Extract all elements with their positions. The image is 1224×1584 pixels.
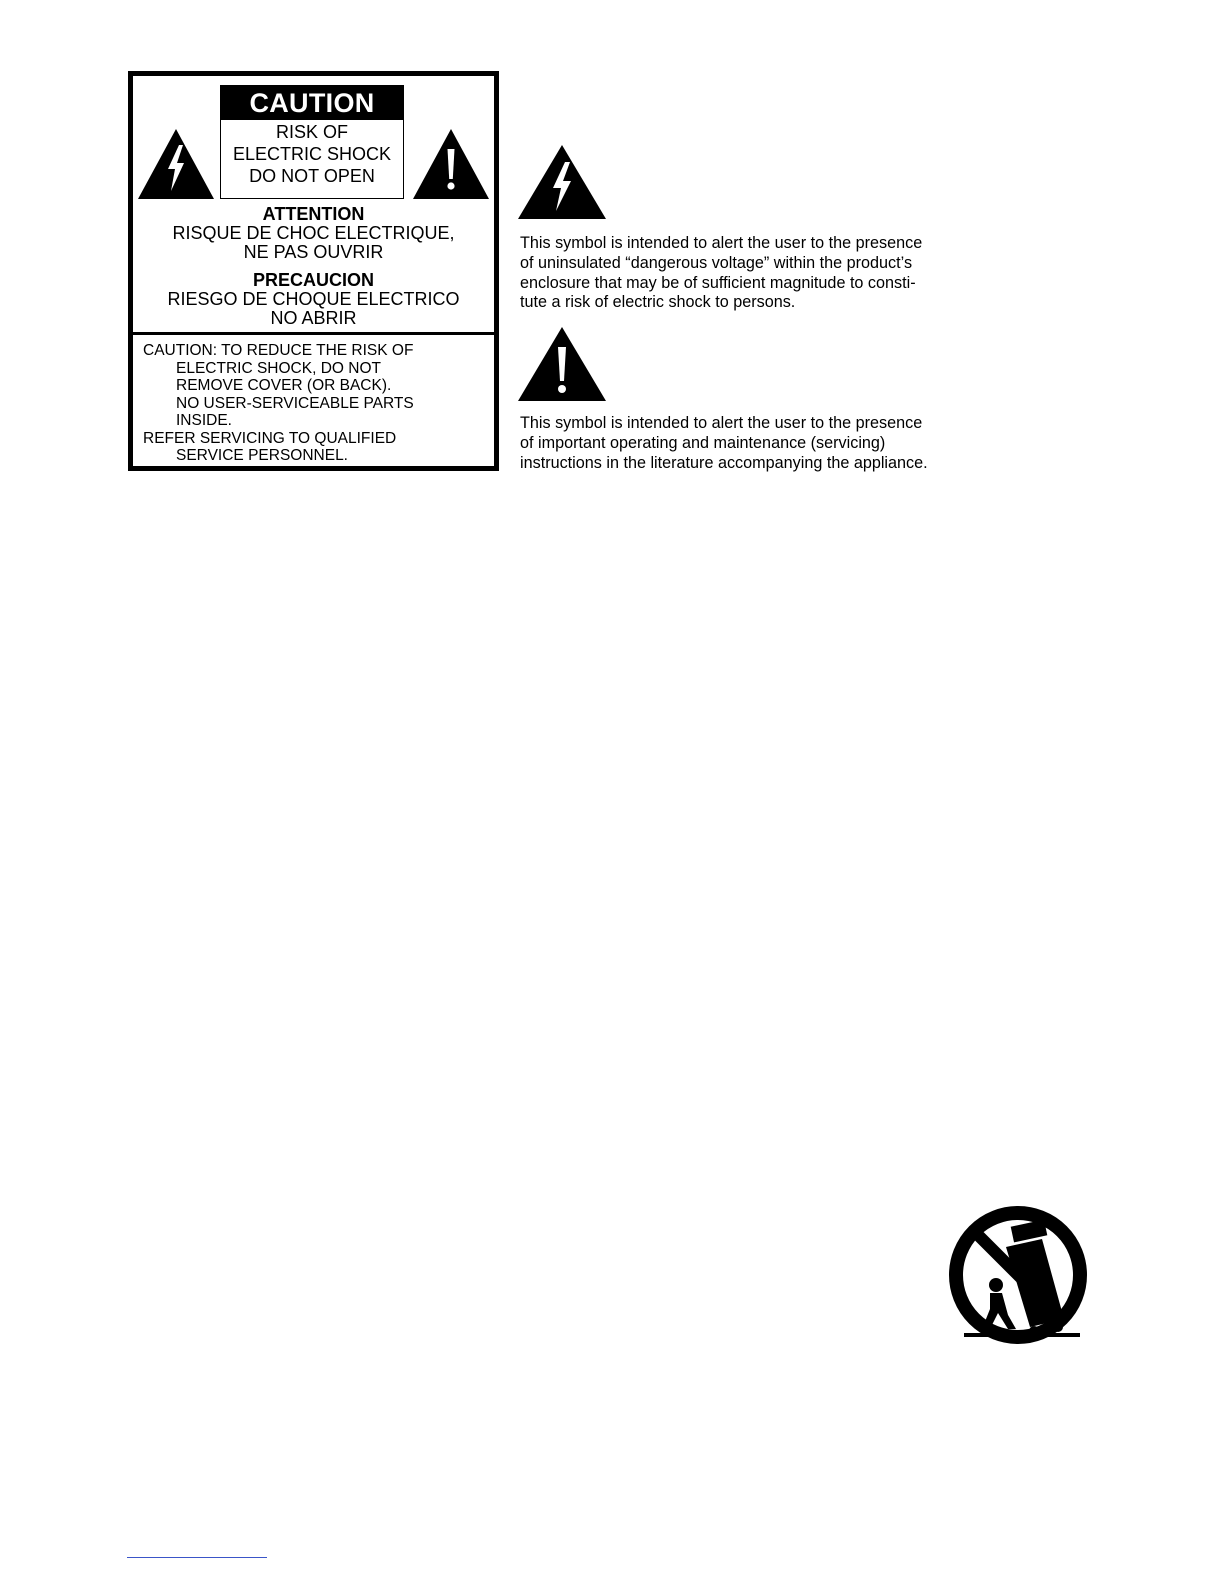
description-line: This symbol is intended to alert the user to the presence xyxy=(520,414,923,432)
caution-divider xyxy=(133,332,494,335)
spanish-heading: PRECAUCION xyxy=(252,270,374,290)
description-line: enclosure that may be of sufficient magnitude to consti- xyxy=(520,273,916,292)
caution-label-top xyxy=(133,76,494,332)
exclamation-triangle-icon xyxy=(413,129,489,199)
lightning-bolt-triangle-icon xyxy=(518,145,606,219)
footer-rule xyxy=(127,1557,267,1558)
caution-header xyxy=(220,85,404,199)
description-line: of important operating and maintenance (servicing) xyxy=(520,433,886,452)
description-line: This symbol is intended to alert the user to the presence xyxy=(520,234,923,252)
caution-label-box xyxy=(128,71,499,471)
lightning-bolt-triangle-icon xyxy=(138,129,214,199)
description-line: tute a risk of electric shock to persons. xyxy=(520,293,796,312)
french-heading: ATTENTION xyxy=(262,204,365,224)
service-instructions xyxy=(143,342,488,465)
instruction-line: INSIDE. xyxy=(176,412,232,429)
spanish-line: RIESGO DE CHOQUE ELECTRICO xyxy=(167,289,460,309)
risk-line: RISK OF xyxy=(275,122,348,142)
description-line: of uninsulated “dangerous voltage” within the product’s xyxy=(520,253,913,272)
voltage-symbol-description xyxy=(520,234,990,313)
instruction-line: ELECTRIC SHOCK, DO NOT xyxy=(176,359,381,377)
exclamation-triangle-icon xyxy=(518,327,606,401)
no-cart-tip-over-icon xyxy=(946,1203,1090,1347)
caution-title: CAUTION xyxy=(221,86,403,120)
risk-line: DO NOT OPEN xyxy=(249,166,375,186)
instruction-line: NO USER-SERVICEABLE PARTS xyxy=(176,394,414,412)
spanish-warning xyxy=(133,270,494,328)
french-line: RISQUE DE CHOC ELECTRIQUE, xyxy=(172,223,455,243)
french-line: NE PAS OUVRIR xyxy=(243,242,384,262)
french-warning xyxy=(133,204,494,262)
instruction-line: CAUTION: TO REDUCE THE RISK OF xyxy=(143,342,414,359)
instruction-line: SERVICE PERSONNEL. xyxy=(176,447,348,464)
spanish-line: NO ABRIR xyxy=(270,308,357,328)
risk-line: ELECTRIC SHOCK xyxy=(232,144,392,164)
description-line: instructions in the literature accompanying the appliance. xyxy=(520,453,928,472)
risk-of-shock-text xyxy=(221,120,403,187)
instructions-symbol-description xyxy=(520,414,990,473)
instruction-line: REFER SERVICING TO QUALIFIED xyxy=(143,429,397,447)
instruction-line: REMOVE COVER (OR BACK). xyxy=(176,377,392,394)
